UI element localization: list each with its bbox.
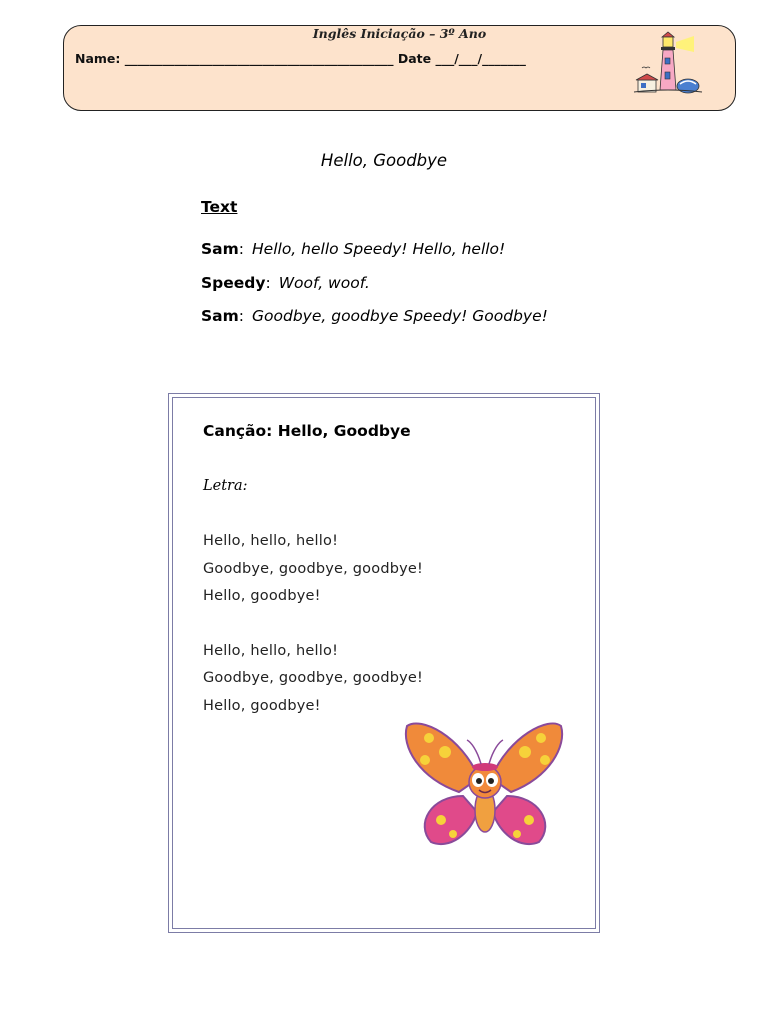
lyric-line: Hello, goodbye!: [203, 698, 321, 714]
worksheet-header: [63, 25, 736, 111]
lyric-line: Goodbye, goodbye, goodbye!: [203, 670, 424, 686]
lyric-line: Hello, goodbye!: [203, 588, 321, 604]
speaker-name: Speedy: [201, 274, 266, 292]
dialogue-text: Goodbye, goodbye Speedy! Goodbye!: [252, 307, 548, 325]
course-title: Inglês Iniciação – 3º Ano: [312, 26, 487, 41]
song-frame-inner: [172, 397, 596, 929]
dialogue-line: Speedy: Woof, woof.: [201, 274, 370, 292]
song-title: Canção: Hello, Goodbye: [203, 422, 411, 440]
song-frame: [168, 393, 600, 933]
dialogue-line: Sam: Hello, hello Speedy! Hello, hello!: [201, 240, 506, 258]
lyric-line: Goodbye, goodbye, goodbye!: [203, 561, 424, 577]
lighthouse-icon: [632, 28, 704, 100]
speaker-name: Sam: [201, 307, 239, 325]
dialogue-text: Woof, woof.: [278, 274, 370, 292]
butterfly-icon: [401, 716, 569, 856]
lyric-line: Hello, hello, hello!: [203, 533, 339, 549]
speaker-name: Sam: [201, 240, 239, 258]
lyric-line: Hello, hello, hello!: [203, 643, 339, 659]
dialogue-line: Sam: Goodbye, goodbye Speedy! Goodbye!: [201, 307, 548, 325]
name-date-line: Name: ___________________________________________ Date ___/___/_______: [75, 51, 526, 66]
document-title: Hello, Goodbye: [320, 151, 448, 170]
lyrics-label: Letra:: [203, 478, 248, 494]
dialogue-text: Hello, hello Speedy! Hello, hello!: [252, 240, 506, 258]
section-heading: Text: [201, 198, 238, 216]
